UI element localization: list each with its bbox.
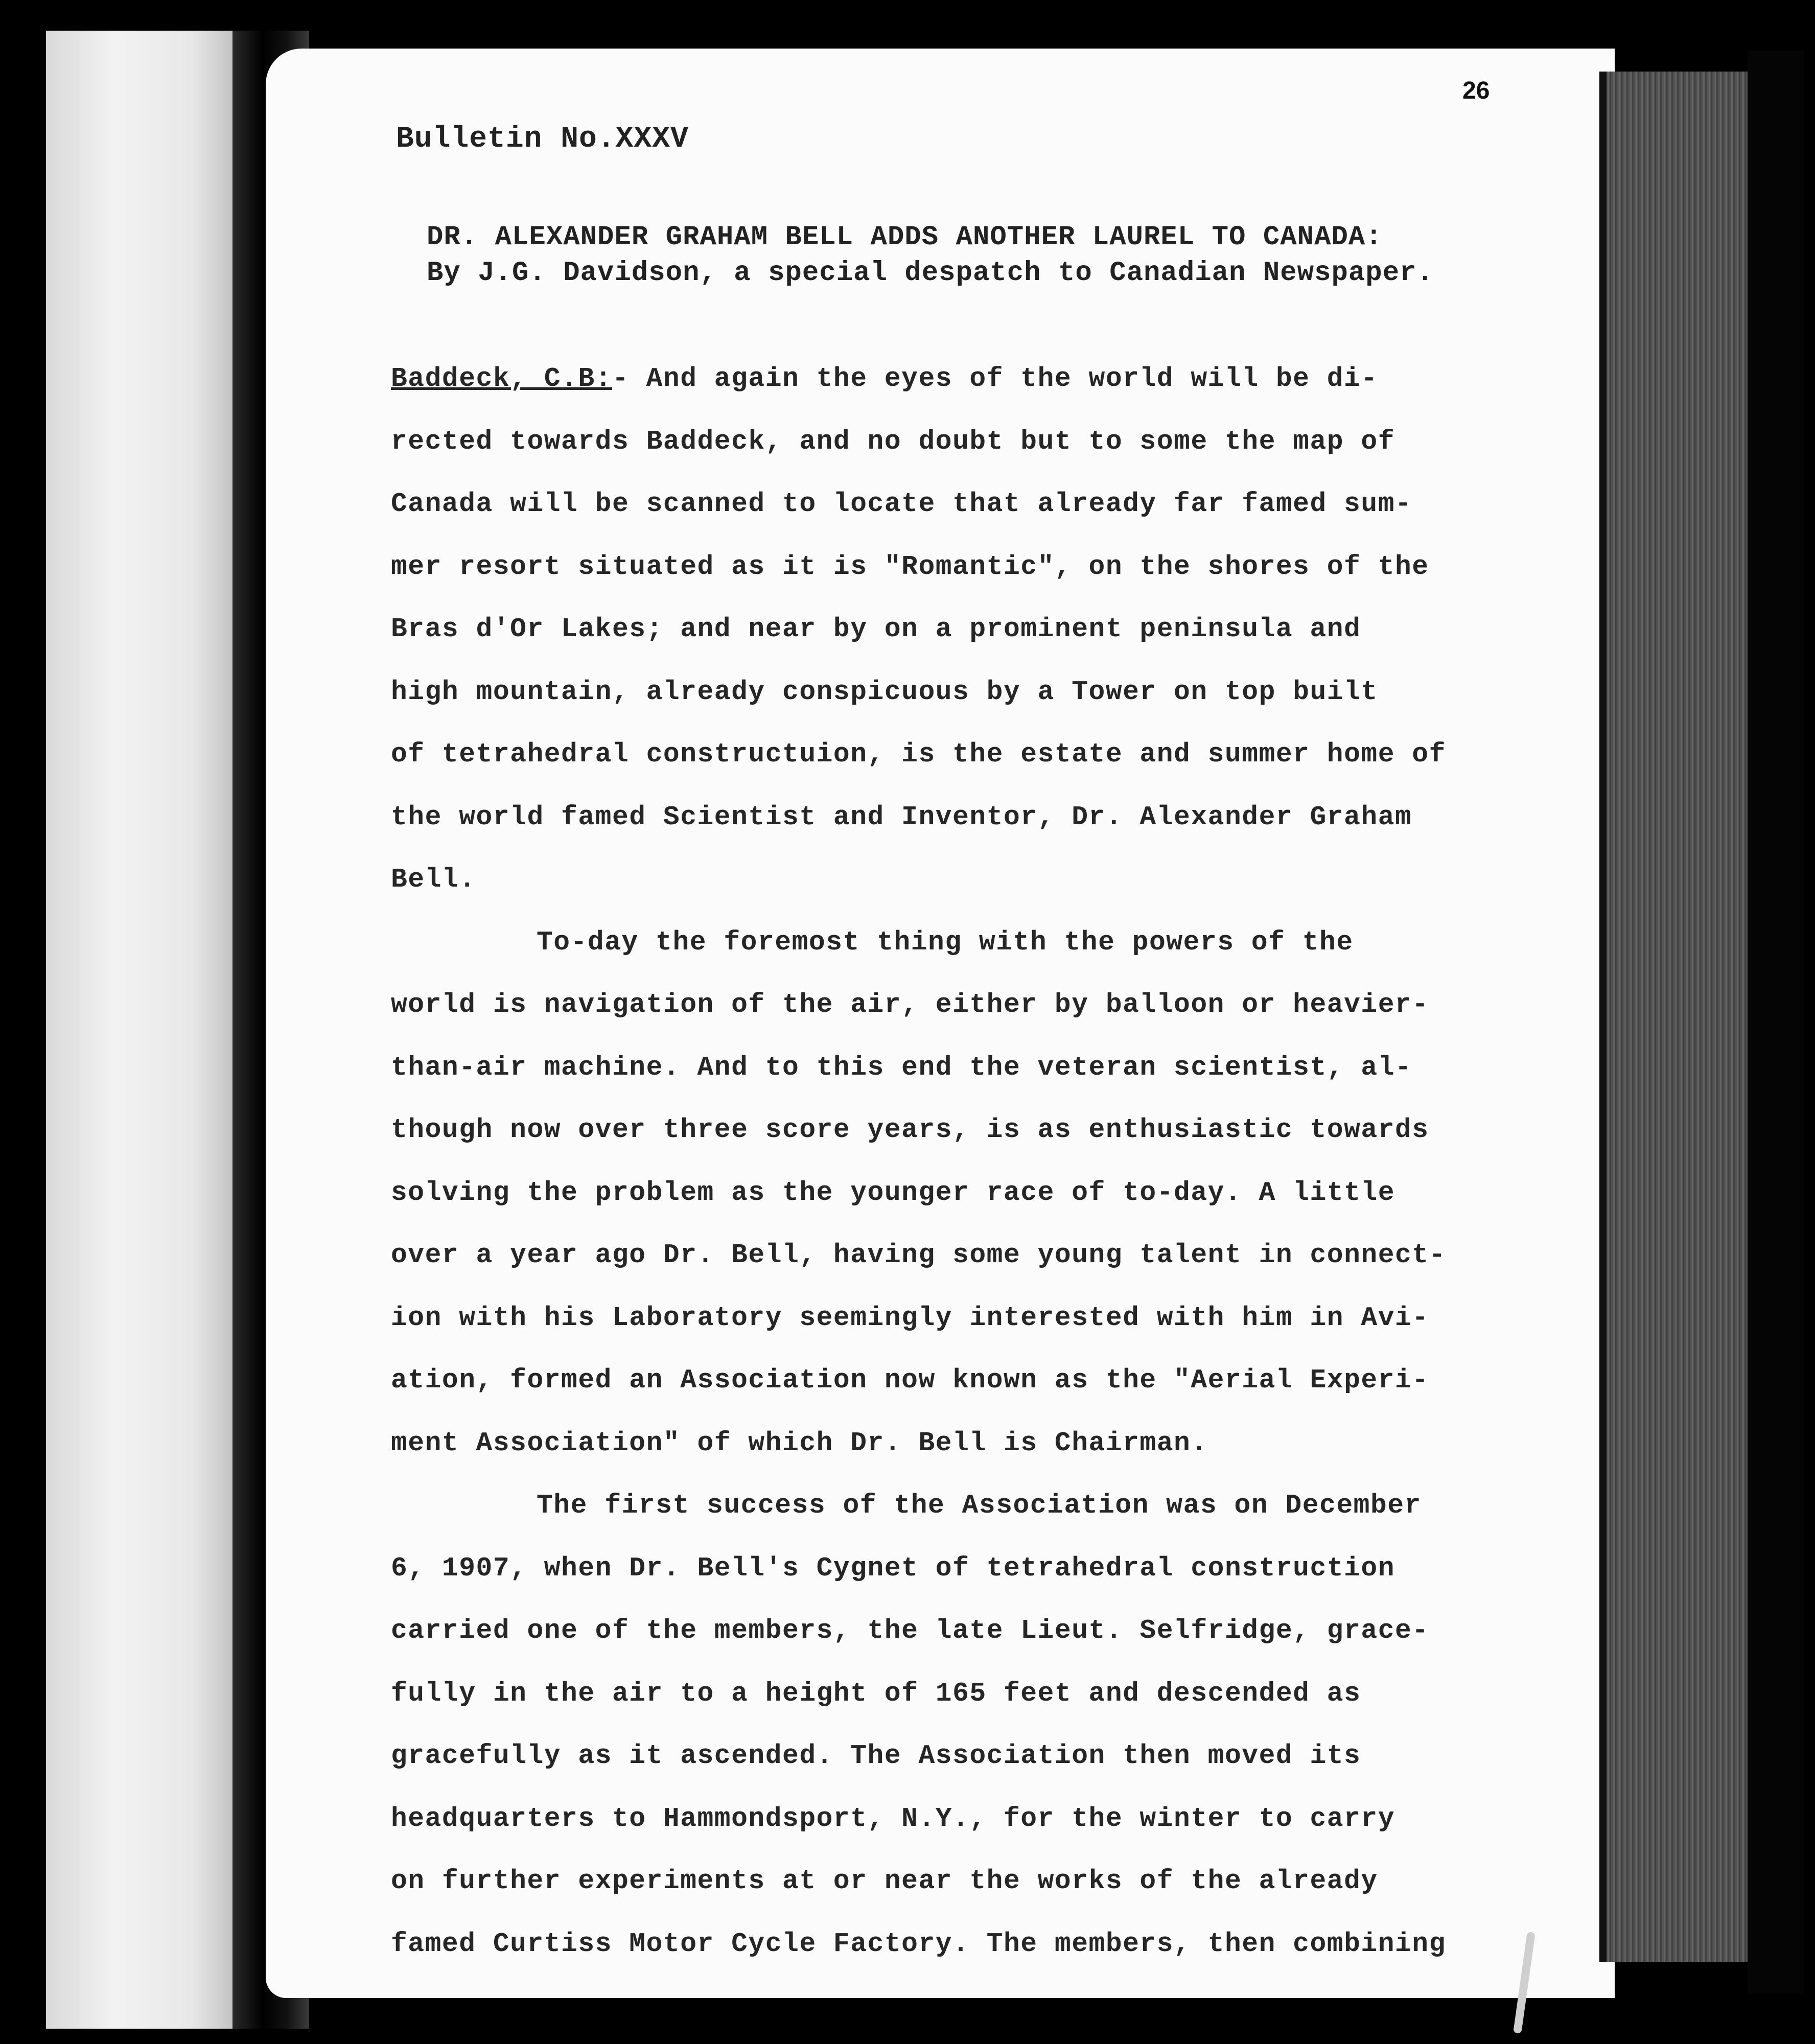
text-line: than-air machine. And to this end the veteran scientist, al- (391, 1052, 1412, 1083)
headline-byline: By J.G. Davidson, a special despatch to Canadian Newspaper. (427, 258, 1434, 289)
text-line: To-day the foremost thing with the powers of the (537, 926, 1354, 958)
headline-block (427, 220, 1576, 291)
text-line: solving the problem as the younger race of to-day. A little (391, 1177, 1395, 1208)
text-line: the world famed Scientist and Inventor, Dr. Alexander Graham (391, 801, 1412, 832)
book-fore-edge (1599, 72, 1755, 1962)
text-line (391, 347, 1566, 410)
text-line: Bras d'Or Lakes; and near by on a prominent peninsula and (391, 614, 1361, 644)
text-line: ment Association" of which Dr. Bell is Chairman. (391, 1427, 1208, 1458)
bulletin-label: Bulletin No.XXXV (396, 123, 689, 156)
text-line-rest: - And again the eyes of the world will be di- (612, 363, 1378, 394)
book-edge-shadow (1748, 51, 1804, 1993)
text-line: carried one of the members, the late Lieut. Selfridge, grace- (391, 1615, 1429, 1646)
text-line: fully in the air to a height of 165 feet and descended as (391, 1678, 1361, 1709)
text-line: gracefully as it ascended. The Association then moved its (391, 1740, 1361, 1771)
text-line: Bell. (391, 864, 476, 895)
text-line: The first success of the Association was on December (537, 1490, 1422, 1521)
text-line: 6, 1907, when Dr. Bell's Cygnet of tetrahedral construction (391, 1552, 1395, 1584)
page-number: 26 (1462, 77, 1490, 104)
text-line: high mountain, already conspicuous by a Tower on top built (391, 676, 1378, 707)
headline-title: DR. ALEXANDER GRAHAM BELL ADDS ANOTHER LAUREL TO CANADA: (427, 222, 1383, 253)
text-line: over a year ago Dr. Bell, having some young talent in connect- (391, 1240, 1446, 1270)
text-line: ion with his Laboratory seemingly interested with him in Avi- (391, 1302, 1429, 1333)
text-line: rected towards Baddeck, and no doubt but to some the map of (391, 426, 1395, 457)
text-line: famed Curtiss Motor Cycle Factory. The members, then combining (391, 1928, 1446, 1959)
text-line: headquarters to Hammondsport, N.Y., for the winter to carry (391, 1803, 1395, 1834)
text-line: of tetrahedral constructuion, is the estate and summer home of (391, 739, 1446, 770)
text-line: though now over three score years, is as enthusiastic towards (391, 1114, 1429, 1145)
text-line: mer resort situated as it is "Romantic", on the shores of the (391, 551, 1429, 582)
facing-page-edge (46, 31, 240, 2029)
text-line: ation, formed an Association now known as the "Aerial Experi- (391, 1365, 1429, 1396)
text-line: world is navigation of the air, either by balloon or heavier- (391, 989, 1429, 1020)
text-line: on further experiments at or near the works of the already (391, 1866, 1378, 1896)
dateline: Baddeck, C.B: (391, 363, 612, 394)
text-line: Canada will be scanned to locate that already far famed sum- (391, 489, 1412, 519)
article-body (391, 347, 1566, 1975)
